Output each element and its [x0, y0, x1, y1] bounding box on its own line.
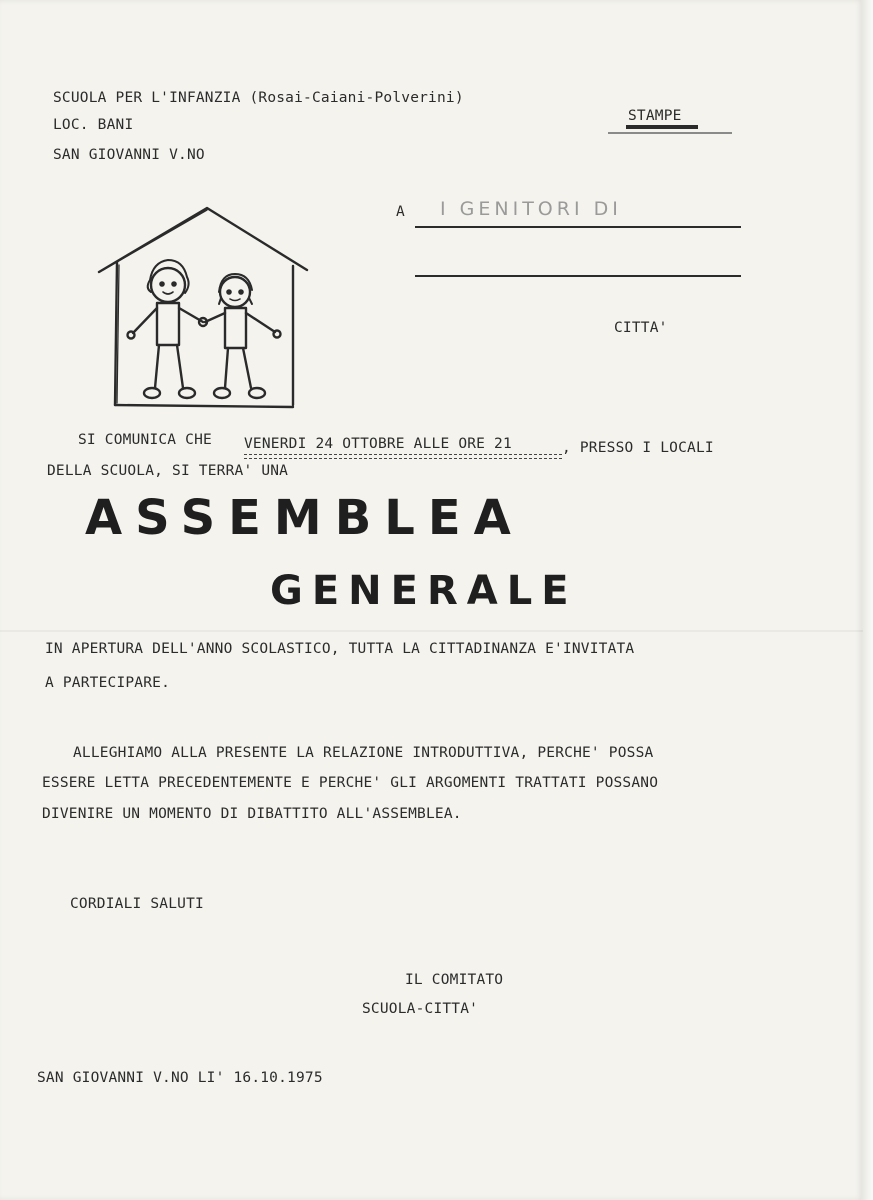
para2-line1: ALLEGHIAMO ALLA PRESENTE LA RELAZIONE INTRODUTTIVA, PERCHE' POSSA: [73, 745, 654, 761]
stamp-underline: [626, 125, 698, 129]
date-underline-2: [244, 458, 562, 459]
stamp-label: STAMPE: [628, 108, 682, 124]
greeting: CORDIALI SALUTI: [70, 896, 204, 912]
para1-line1: IN APERTURA DELL'ANNO SCOLASTICO, TUTTA LA CITTADINANZA E'INVITATA: [45, 641, 635, 657]
meeting-date: VENERDI 24 OTTOBRE ALLE ORE 21: [244, 436, 512, 452]
address-line-2: [415, 275, 741, 277]
intro-line-2: DELLA SCUOLA, SI TERRA' UNA: [47, 463, 289, 479]
address-city: CITTA': [614, 320, 668, 336]
signature-committee: IL COMITATO: [405, 972, 504, 988]
stamp-underline-pencil: [608, 132, 732, 134]
page-edge: [861, 0, 873, 1200]
address-prefix: A: [396, 204, 405, 220]
school-town: SAN GIOVANNI V.NO: [53, 147, 205, 163]
place-date: SAN GIOVANNI V.NO LI' 16.10.1975: [37, 1070, 323, 1086]
date-underline: [244, 454, 562, 455]
intro-lead: SI COMUNICA CHE: [78, 432, 212, 448]
para1-line2: A PARTECIPARE.: [45, 675, 171, 691]
para2-line3: DIVENIRE UN MOMENTO DI DIBATTITO ALL'ASSEMBLEA.: [42, 806, 462, 822]
recipient-handwritten: I GENITORI DI: [440, 198, 622, 220]
title-assemblea: ASSEMBLEA: [85, 490, 524, 546]
para2-line2: ESSERE LETTA PRECEDENTEMENTE E PERCHE' GLI ARGOMENTI TRATTATI POSSANO: [42, 775, 659, 791]
intro-location: , PRESSO I LOCALI: [562, 440, 714, 456]
address-line-1: [415, 226, 741, 228]
title-generale: GENERALE: [270, 568, 578, 614]
house-with-two-children-icon: [95, 200, 310, 412]
paper-fold: [0, 630, 863, 632]
school-location: LOC. BANI: [53, 117, 134, 133]
signature-committee-name: SCUOLA-CITTA': [362, 1001, 479, 1017]
school-name: SCUOLA PER L'INFANZIA (Rosai-Caiani-Polverini): [53, 90, 464, 106]
